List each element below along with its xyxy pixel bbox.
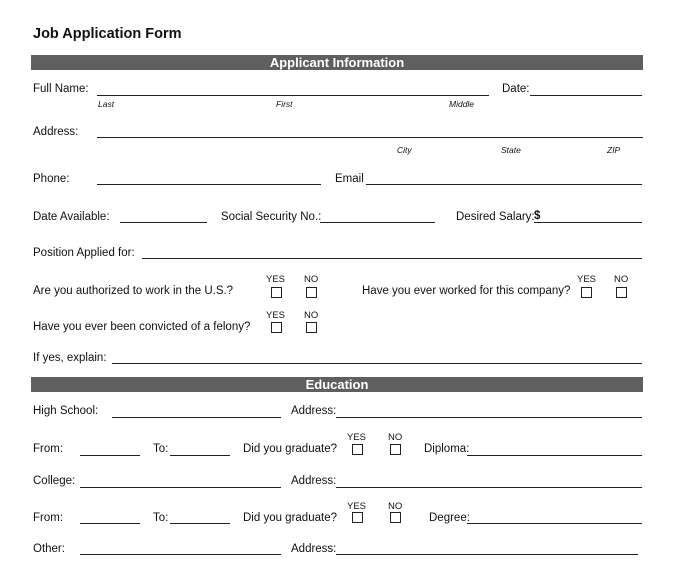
authorized-yes-checkbox[interactable] <box>271 287 282 298</box>
date-available-field[interactable] <box>120 222 207 223</box>
ssn-field[interactable] <box>320 222 435 223</box>
college-graduate-no-checkbox[interactable] <box>390 512 401 523</box>
worked-no-checkbox[interactable] <box>616 287 627 298</box>
diploma-label: Diploma: <box>424 443 470 455</box>
explain-field[interactable] <box>112 363 642 364</box>
high-school-field[interactable] <box>112 417 281 418</box>
worked-before-question: Have you ever worked for this company? <box>362 285 571 297</box>
hs-graduate-yes-label: YES <box>347 432 367 443</box>
college-graduate-yes-checkbox[interactable] <box>352 512 363 523</box>
phone-label: Phone: <box>33 173 70 185</box>
other-label: Other: <box>33 543 65 555</box>
desired-salary-label: Desired Salary: <box>456 211 535 223</box>
college-graduate-question: Did you graduate? <box>243 512 337 524</box>
authorized-no-checkbox[interactable] <box>306 287 317 298</box>
college-from-field[interactable] <box>80 523 140 524</box>
email-label: Email <box>335 173 364 185</box>
hs-from-label: From: <box>33 443 64 455</box>
college-graduate-yes-label: YES <box>347 501 367 512</box>
hs-graduate-question: Did you graduate? <box>243 443 337 455</box>
position-label: Position Applied for: <box>33 247 135 259</box>
desired-salary-field[interactable] <box>534 222 642 223</box>
high-school-label: High School: <box>33 405 99 417</box>
college-to-label: To: <box>153 512 169 524</box>
phone-field[interactable] <box>97 184 321 185</box>
form-title: Job Application Form <box>33 26 182 42</box>
other-address-field[interactable] <box>336 554 638 555</box>
degree-label: Degree: <box>429 512 470 524</box>
section-header-education: Education <box>31 377 643 392</box>
high-school-address-label: Address: <box>291 405 337 417</box>
hs-to-field[interactable] <box>170 455 230 456</box>
currency-symbol: $ <box>534 210 541 222</box>
high-school-address-field[interactable] <box>336 417 642 418</box>
explain-label: If yes, explain: <box>33 352 107 364</box>
date-field[interactable] <box>530 95 642 96</box>
position-field[interactable] <box>142 258 642 259</box>
ssn-label: Social Security No.: <box>221 211 322 223</box>
hs-to-label: To: <box>153 443 169 455</box>
first-name-caption: First <box>276 99 293 109</box>
hs-graduate-yes-checkbox[interactable] <box>352 444 363 455</box>
last-name-caption: Last <box>98 99 115 109</box>
city-caption: City <box>397 145 412 155</box>
felony-no-checkbox[interactable] <box>306 322 317 333</box>
college-address-field[interactable] <box>336 487 642 488</box>
college-from-label: From: <box>33 512 64 524</box>
authorized-no-label: NO <box>304 274 319 285</box>
college-address-label: Address: <box>291 475 337 487</box>
other-address-label: Address: <box>291 543 337 555</box>
worked-no-label: NO <box>614 274 629 285</box>
hs-from-field[interactable] <box>80 455 140 456</box>
felony-yes-label: YES <box>266 310 286 321</box>
zip-caption: ZIP <box>607 145 621 155</box>
address-field[interactable] <box>97 137 643 138</box>
hs-graduate-no-checkbox[interactable] <box>390 444 401 455</box>
date-label: Date: <box>502 83 530 95</box>
degree-field[interactable] <box>467 523 642 524</box>
authorized-yes-label: YES <box>266 274 286 285</box>
full-name-label: Full Name: <box>33 83 89 95</box>
hs-graduate-no-label: NO <box>388 432 403 443</box>
middle-name-caption: Middle <box>449 99 475 109</box>
diploma-field[interactable] <box>467 455 642 456</box>
college-graduate-no-label: NO <box>388 501 403 512</box>
date-available-label: Date Available: <box>33 211 110 223</box>
felony-question: Have you ever been convicted of a felony? <box>33 321 251 333</box>
college-to-field[interactable] <box>170 523 230 524</box>
worked-yes-label: YES <box>577 274 597 285</box>
state-caption: State <box>501 145 521 155</box>
felony-no-label: NO <box>304 310 319 321</box>
worked-yes-checkbox[interactable] <box>581 287 592 298</box>
full-name-field[interactable] <box>97 95 489 96</box>
section-header-applicant: Applicant Information <box>31 55 643 70</box>
other-field[interactable] <box>80 554 281 555</box>
address-label: Address: <box>33 126 79 138</box>
email-field[interactable] <box>366 184 642 185</box>
felony-yes-checkbox[interactable] <box>271 322 282 333</box>
college-label: College: <box>33 475 76 487</box>
college-field[interactable] <box>80 487 281 488</box>
authorized-question: Are you authorized to work in the U.S.? <box>33 285 234 297</box>
